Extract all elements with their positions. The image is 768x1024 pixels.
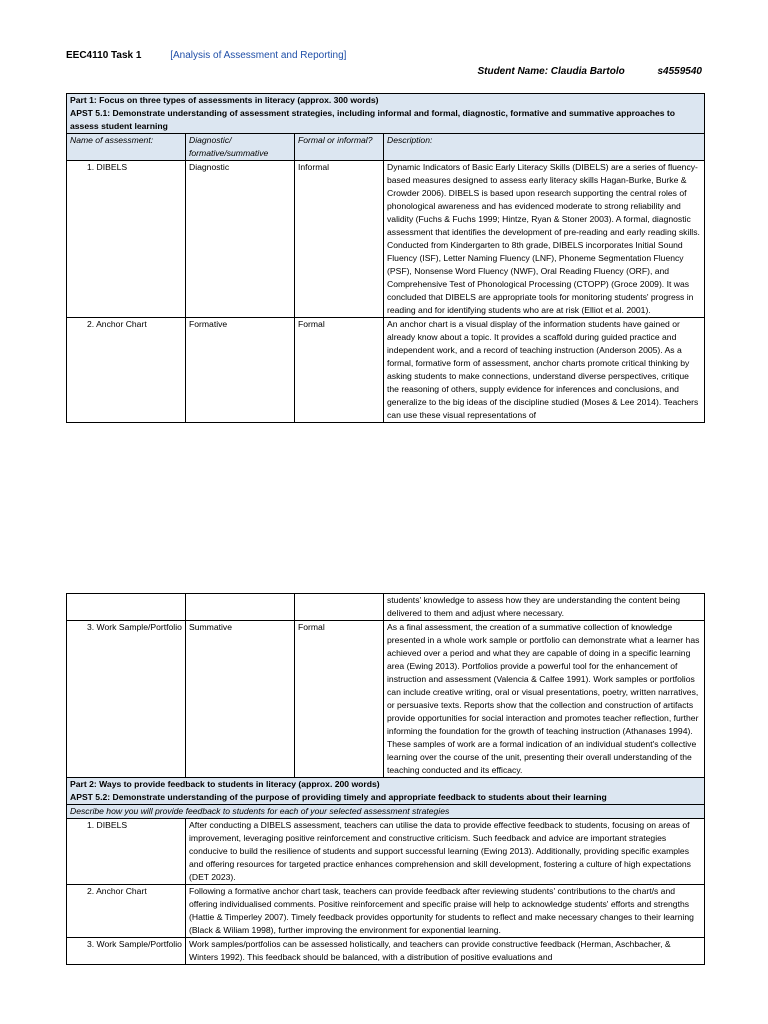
description-continuation: students' knowledge to assess how they are understanding the content being delivered to them and adjust where necessary. [384, 594, 705, 621]
table-row [67, 621, 705, 778]
column-headers [67, 134, 705, 161]
assessment-formality: Formal [295, 621, 384, 778]
feedback-assessment-name: 3. Work Sample/Portfolio [67, 938, 186, 965]
col-header-type: Diagnostic/ formative/summative [186, 134, 295, 161]
col-header-name: Name of assessment: [67, 134, 186, 161]
feedback-description: After conducting a DIBELS assessment, teachers can utilise the data to provide effective feedback to students, focusing on areas of improvement, leveraging positive reinforcement and constructive criticism. Such feedback and advice are important strategies conducive to build the resilience of students and support successful learning (Ewing 2013). Additionally, providing specific examples and offering resources for targeted practice enhances comprehension and skill development, fostering a culture of high expectations (DET 2023). [186, 819, 705, 885]
table-row [67, 819, 705, 885]
assessment-description: As a final assessment, the creation of a summative collection of knowledge presented in a whole work sample or portfolio can demonstrate what a learner has achieved over a period and what they are capable of doing in a specific learning area (Ewing 2013). Portfolios provide a powerful tool for the enhancement of instruction and assessment (Valencia & Calfee 1991). Work samples or portfolios can include creative writing, oral or visual presentations, poetry, written narratives, or persuasive texts. Reports show that the collection and construction of artifacts provide opportunities for social interaction and promotes teacher reflection, further informing the foundation for the growth of teaching instruction (Athanases 1994). These samples of work are a formal indication of an individual student's collective learning over the course of the unit, presenting their overall understanding of the teaching conducted and its efficacy. [384, 621, 705, 778]
assessment-type: Diagnostic [186, 161, 295, 318]
part2-title: Part 2: Ways to provide feedback to students in literacy (approx. 200 words) APST 5.2: Demonstrate understanding of the purpose of providing timely and appropriate feedback to students about their learning [67, 778, 705, 805]
part2-instruction: Describe how you will provide feedback to students for each of your selected assessment strategies [67, 805, 705, 819]
table-row [67, 318, 705, 423]
table-row [67, 885, 705, 938]
student-info [477, 66, 702, 77]
task-subtitle: [Analysis of Assessment and Reporting] [170, 50, 347, 61]
part1-title: Part 1: Focus on three types of assessments in literacy (approx. 300 words) APST 5.1: Demonstrate understanding of assessment strategies, including informal and formal, diagnostic, formative and summative approaches to assess student learning [67, 94, 705, 134]
part2-apst: APST 5.2: Demonstrate understanding of the purpose of providing timely and appropriate feedback to students about their learning [70, 792, 607, 802]
student-name: Student Name: Claudia Bartolo [477, 66, 625, 77]
feedback-assessment-name: 1. DIBELS [67, 819, 186, 885]
feedback-description: Following a formative anchor chart task, teachers can provide feedback after reviewing students' contributions to the chart/s and offering individualised comments. Positive reinforcement and specific praise will help to acknowledge students' efforts and strengths (Hattie & Timperley 2007). Timely feedback provides opportunity for students to reflect and make necessary changes to their learning (Black & Wiliam 1998), further improving the environment for exponential learning. [186, 885, 705, 938]
assessment-name: 1. DIBELS [67, 161, 186, 318]
table-row [67, 938, 705, 965]
student-id: s4559540 [657, 66, 702, 77]
assessment-description: An anchor chart is a visual display of the information students have gained or already know about a topic. It provides a scaffold during guided practice and independent work, and a record of teaching instruction (Anderson 2005). As a formal, formative form of assessment, anchor charts promote critical thinking by asking students to make connections, understand diverse perspectives, critique the reasoning of others, supply evidence for inferences and conclusions, and generalize to the big ideas of the discipline studied (Moses & Lee 2014). Teachers can use these visual representations of [384, 318, 705, 423]
table-row [67, 161, 705, 318]
assessment-formality: Formal [295, 318, 384, 423]
assessment-formality: Informal [295, 161, 384, 318]
assessment-type: Formative [186, 318, 295, 423]
assessment-description: Dynamic Indicators of Basic Early Literacy Skills (DIBELS) are a series of fluency-based measures designed to assess early literacy skills Hagan-Burke, Burke & Crowder 2006). DIBELS is based upon research supporting the central roles of phonological awareness and has evidenced moderate to strong reliability and validity (Fuchs & Fuchs 1999; Hintze, Ryan & Stoner 2003). A formal, diagnostic assessment that identifies the development of pre-reading and early reading skills. Conducted from Kindergarten to 8th grade, DIBELS incorporates Initial Sound Fluency (ISF), Letter Naming Fluency (LNF), Phoneme Segmentation Fluency (PSF), Nonsense Word Fluency (NWF), Oral Reading Fluency (ORF), and Comprehensive Test of Phonological Processing (CTOPP) (Groce 2009). It was concluded that DIBELS are appropriate tools for monitoring students' progress in reading and for identifying students who are at risk (Elliot et al. 2001). [384, 161, 705, 318]
part1-table [66, 93, 705, 423]
col-header-formal: Formal or informal? [295, 134, 384, 161]
part1-apst: APST 5.1: Demonstrate understanding of assessment strategies, including informal and formal, diagnostic, formative and summative approaches to assess student learning [70, 108, 676, 131]
course-code: EEC4110 Task 1 [66, 50, 142, 61]
col-header-description: Description: [384, 134, 705, 161]
document-header [66, 50, 346, 61]
assessment-type: Summative [186, 621, 295, 778]
table-row [67, 594, 705, 621]
assessment-name: 2. Anchor Chart [67, 318, 186, 423]
assessment-name: 3. Work Sample/Portfolio [67, 621, 186, 778]
part1-continued-table [66, 593, 705, 965]
feedback-description: Work samples/portfolios can be assessed holistically, and teachers can provide constructive feedback (Herman, Aschbacher, & Winters 1992). This feedback should be balanced, with a distribution of positive evaluations and [186, 938, 705, 965]
feedback-assessment-name: 2. Anchor Chart [67, 885, 186, 938]
